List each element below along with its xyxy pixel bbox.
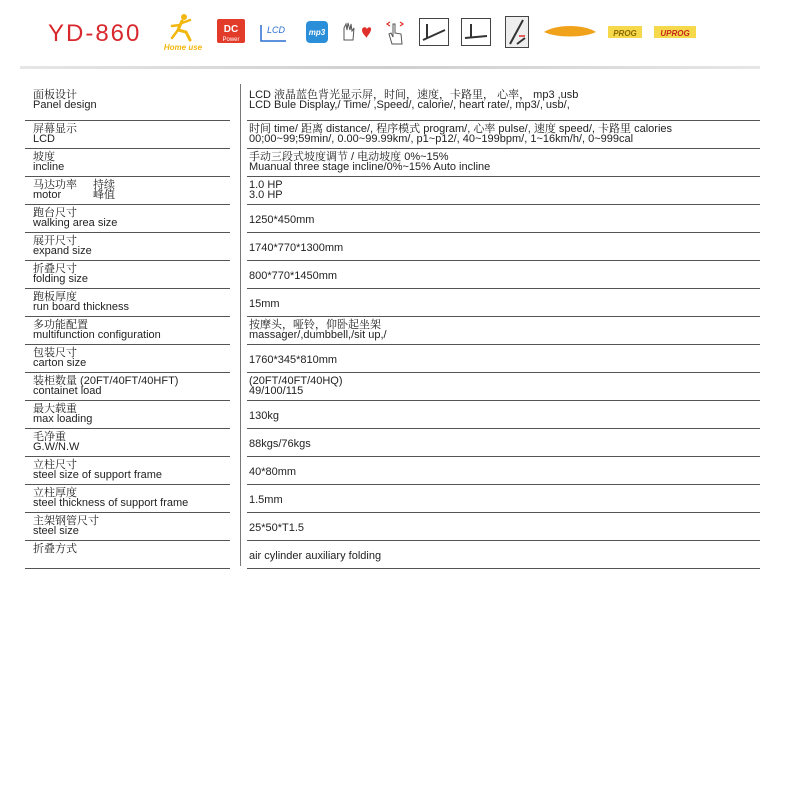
spec-label-cn-text: 面板设计 bbox=[33, 89, 77, 101]
spec-label-cn-text: 毛净重 bbox=[33, 431, 66, 443]
spec-value-line: 1.5mm bbox=[249, 494, 283, 506]
spec-label-en-text: run board thickness bbox=[33, 301, 129, 313]
row-separator bbox=[247, 372, 760, 373]
row-separator bbox=[247, 456, 760, 457]
row-separator bbox=[247, 148, 760, 149]
spec-label bbox=[33, 124, 238, 144]
spec-label bbox=[33, 348, 238, 368]
row-separator bbox=[25, 456, 230, 457]
spec-label-en-text: steel thickness of support frame bbox=[33, 497, 189, 509]
spec-label-cn-text: 最大载重 bbox=[33, 403, 77, 415]
spec-label-en bbox=[33, 526, 238, 536]
spec-value-line: 1740*770*1300mm bbox=[249, 242, 344, 254]
auto-incline-icon bbox=[460, 12, 492, 52]
spec-value-line: air cylinder auxiliary folding bbox=[249, 550, 382, 562]
spec-value-line: Muanual three stage incline/0%~15% Auto incline bbox=[249, 161, 491, 173]
spec-label-cn-sub: 持续 bbox=[93, 179, 115, 191]
spec-value-line: 3.0 HP bbox=[249, 189, 283, 201]
spec-value bbox=[249, 152, 754, 172]
spec-value-line: 1.0 HP bbox=[249, 179, 283, 191]
spec-row bbox=[25, 458, 760, 486]
home-use-label: Home use bbox=[163, 43, 203, 52]
spec-label-en-sub: 峰值 bbox=[93, 189, 115, 201]
row-separator bbox=[247, 512, 760, 513]
spec-value bbox=[249, 320, 754, 340]
spec-label bbox=[33, 90, 238, 110]
manual-incline-icon bbox=[418, 12, 450, 52]
spec-label-en-text: folding size bbox=[33, 273, 89, 285]
spec-label-en-text: expand size bbox=[33, 245, 92, 257]
row-separator bbox=[25, 288, 230, 289]
spec-label bbox=[33, 432, 238, 452]
spec-row bbox=[25, 514, 760, 542]
spec-label-en bbox=[33, 330, 238, 340]
spec-value-line: 130kg bbox=[249, 410, 279, 422]
spec-value-line: 时间 time/ 距离 distance/, 程序模式 program/, 心率 pulse/, 速度 speed/, 卡路里 calories bbox=[249, 123, 673, 135]
dc-label: DC bbox=[223, 24, 239, 35]
row-separator bbox=[247, 260, 760, 261]
spec-label-en bbox=[33, 100, 238, 110]
row-separator bbox=[25, 568, 230, 569]
row-separator bbox=[247, 568, 760, 569]
spec-label bbox=[33, 404, 238, 424]
page-header bbox=[0, 0, 800, 66]
spec-value bbox=[249, 90, 754, 110]
row-separator bbox=[247, 232, 760, 233]
spec-label-en-text: walking area size bbox=[33, 217, 118, 229]
spec-label bbox=[33, 516, 238, 536]
spec-label-en-text: max loading bbox=[33, 413, 93, 425]
spec-label-cn-text: 多功能配置 bbox=[33, 319, 88, 331]
spec-label bbox=[33, 208, 238, 228]
spec-label-cn bbox=[33, 180, 238, 190]
spec-label-cn-text: 折叠方式 bbox=[33, 543, 77, 555]
lcd-label: LCD bbox=[266, 25, 286, 35]
row-separator bbox=[25, 120, 230, 121]
row-separator bbox=[25, 484, 230, 485]
spec-label-en-text: motor bbox=[33, 189, 62, 201]
spec-label-cn-text: 包装尺寸 bbox=[33, 347, 77, 359]
spec-label-cn-text: 装柜数量 (20FT/40FT/40HFT) bbox=[33, 375, 179, 387]
spec-label bbox=[33, 152, 238, 172]
row-separator bbox=[25, 204, 230, 205]
touch-key-icon bbox=[382, 12, 408, 52]
spec-label-cn-text: 展开尺寸 bbox=[33, 235, 77, 247]
spec-value bbox=[249, 124, 754, 144]
spec-value bbox=[249, 180, 754, 200]
folding-icon bbox=[504, 12, 530, 52]
spec-row bbox=[25, 206, 760, 234]
spec-row bbox=[25, 262, 760, 290]
shock-absorb-icon bbox=[540, 12, 600, 52]
row-separator bbox=[247, 400, 760, 401]
spec-row bbox=[25, 318, 760, 346]
row-separator bbox=[25, 344, 230, 345]
row-separator bbox=[25, 148, 230, 149]
uprog-icon bbox=[654, 12, 696, 52]
spec-label-en bbox=[33, 498, 238, 508]
spec-row bbox=[25, 402, 760, 430]
spec-row bbox=[25, 150, 760, 178]
spec-value bbox=[249, 355, 754, 365]
row-separator bbox=[25, 316, 230, 317]
spec-value bbox=[249, 299, 754, 309]
spec-label bbox=[33, 236, 238, 256]
spec-value bbox=[249, 523, 754, 533]
spec-label-cn-text: 立柱尺寸 bbox=[33, 459, 77, 471]
spec-label-en bbox=[33, 246, 238, 256]
home-use-icon bbox=[160, 12, 206, 52]
spec-label-en-text: G.W/N.W bbox=[33, 441, 80, 453]
spec-label-en bbox=[33, 442, 238, 452]
row-separator bbox=[247, 428, 760, 429]
spec-label-en bbox=[33, 134, 238, 144]
dc-power-icon bbox=[216, 12, 246, 52]
uprog-label: UPROG bbox=[660, 29, 690, 38]
spec-label-en-text: steel size of support frame bbox=[33, 469, 163, 481]
spec-label-cn-text: 主架钢管尺寸 bbox=[33, 515, 99, 527]
spec-value-line: 49/100/115 bbox=[249, 385, 304, 397]
spec-value bbox=[249, 243, 754, 253]
spec-label-cn-text: 跑台尺寸 bbox=[33, 207, 77, 219]
spec-label bbox=[33, 292, 238, 312]
spec-row bbox=[25, 346, 760, 374]
spec-label bbox=[33, 264, 238, 284]
spec-value-line: 15mm bbox=[249, 298, 280, 310]
row-separator bbox=[25, 232, 230, 233]
model-title: YD-860 bbox=[48, 20, 142, 47]
mp3-icon bbox=[304, 12, 330, 52]
spec-label-en-text: LCD bbox=[33, 133, 56, 145]
row-separator bbox=[25, 372, 230, 373]
spec-label-cn-text: 马达功率 bbox=[33, 179, 77, 191]
pulse-grip-icon bbox=[340, 12, 372, 52]
row-separator bbox=[247, 316, 760, 317]
row-separator bbox=[247, 484, 760, 485]
spec-value-line: 1250*450mm bbox=[249, 214, 315, 226]
spec-label-en-text: containet load bbox=[33, 385, 102, 397]
spec-row bbox=[25, 84, 760, 122]
spec-value-line: 手动三段式坡度调节 / 电动坡度 0%~15% bbox=[249, 151, 449, 163]
spec-label-en bbox=[33, 358, 238, 368]
spec-value-line: LCD Bule Display,/ Time/ ,Speed/, calorie/, heart rate/, mp3/, usb/, bbox=[249, 99, 570, 111]
spec-label-en bbox=[33, 414, 238, 424]
spec-value bbox=[249, 495, 754, 505]
spec-label-en bbox=[33, 274, 238, 284]
prog-label: PROG bbox=[613, 29, 637, 38]
spec-label-cn-text: 立柱厚度 bbox=[33, 487, 77, 499]
spec-label-cn-text: 跑板厚度 bbox=[33, 291, 77, 303]
spec-label-en bbox=[33, 218, 238, 228]
spec-value bbox=[249, 551, 754, 561]
spec-label-en-text: multifunction configuration bbox=[33, 329, 161, 341]
spec-label-en bbox=[33, 190, 238, 200]
spec-value-line: 按摩头，哑铃，仰卧起坐架 bbox=[249, 319, 381, 331]
row-separator bbox=[247, 344, 760, 345]
spec-label bbox=[33, 180, 238, 200]
row-separator bbox=[25, 540, 230, 541]
spec-label-cn bbox=[33, 124, 238, 134]
spec-row bbox=[25, 542, 760, 570]
spec-value-line: 1760*345*810mm bbox=[249, 354, 338, 366]
spec-label-cn bbox=[33, 544, 238, 554]
spec-value bbox=[249, 271, 754, 281]
spec-value-line: 40*80mm bbox=[249, 466, 297, 478]
spec-label-en-text: carton size bbox=[33, 357, 87, 369]
spec-row bbox=[25, 290, 760, 318]
spec-label-en-text: steel size bbox=[33, 525, 79, 537]
spec-row bbox=[25, 374, 760, 402]
spec-label bbox=[33, 488, 238, 508]
mp3-label: mp3 bbox=[308, 28, 326, 37]
spec-label-en-text: incline bbox=[33, 161, 65, 173]
spec-value bbox=[249, 215, 754, 225]
spec-value bbox=[249, 439, 754, 449]
spec-value bbox=[249, 411, 754, 421]
spec-value-line: 800*770*1450mm bbox=[249, 270, 338, 282]
row-separator bbox=[247, 120, 760, 121]
spec-label-en bbox=[33, 470, 238, 480]
lcd-icon bbox=[258, 12, 290, 52]
row-separator bbox=[25, 400, 230, 401]
spec-row bbox=[25, 122, 760, 150]
spec-label-en bbox=[33, 162, 238, 172]
spec-row bbox=[25, 178, 760, 206]
spec-value-line: 00;00~99;59min/, 0.00~99.99km/, p1~p12/, 40~199bpm/, 1~16km/h/, 0~999cal bbox=[249, 133, 634, 145]
spec-value bbox=[249, 467, 754, 477]
spec-value-line: LCD 液晶蓝色背光显示屏，时间，速度，卡路里， 心率， mp3 ,usb bbox=[249, 89, 579, 101]
spec-label-cn-text: 坡度 bbox=[33, 151, 55, 163]
spec-label bbox=[33, 544, 238, 554]
spec-value-line: 88kgs/76kgs bbox=[249, 438, 311, 450]
spec-label bbox=[33, 376, 238, 396]
row-separator bbox=[247, 204, 760, 205]
row-separator bbox=[25, 176, 230, 177]
spec-row bbox=[25, 486, 760, 514]
spec-value bbox=[249, 376, 754, 396]
header-divider bbox=[20, 66, 760, 69]
row-separator bbox=[25, 260, 230, 261]
row-separator bbox=[247, 288, 760, 289]
spec-label-cn-text: 折叠尺寸 bbox=[33, 263, 77, 275]
spec-row bbox=[25, 430, 760, 458]
spec-label bbox=[33, 460, 238, 480]
spec-label-en-text: Panel design bbox=[33, 99, 97, 111]
spec-value-line: (20FT/40FT/40HQ) bbox=[249, 375, 343, 387]
row-separator bbox=[247, 540, 760, 541]
spec-label bbox=[33, 320, 238, 340]
row-separator bbox=[25, 512, 230, 513]
power-label: Power bbox=[222, 37, 240, 43]
spec-row bbox=[25, 234, 760, 262]
spec-value-line: massager/,dumbbell,/sit up,/ bbox=[249, 329, 387, 341]
row-separator bbox=[247, 176, 760, 177]
spec-label-en bbox=[33, 302, 238, 312]
spec-label-en bbox=[33, 386, 238, 396]
row-separator bbox=[25, 428, 230, 429]
prog-icon bbox=[608, 12, 642, 52]
spec-label-cn-text: 屏幕显示 bbox=[33, 123, 77, 135]
spec-value-line: 25*50*T1.5 bbox=[249, 522, 305, 534]
